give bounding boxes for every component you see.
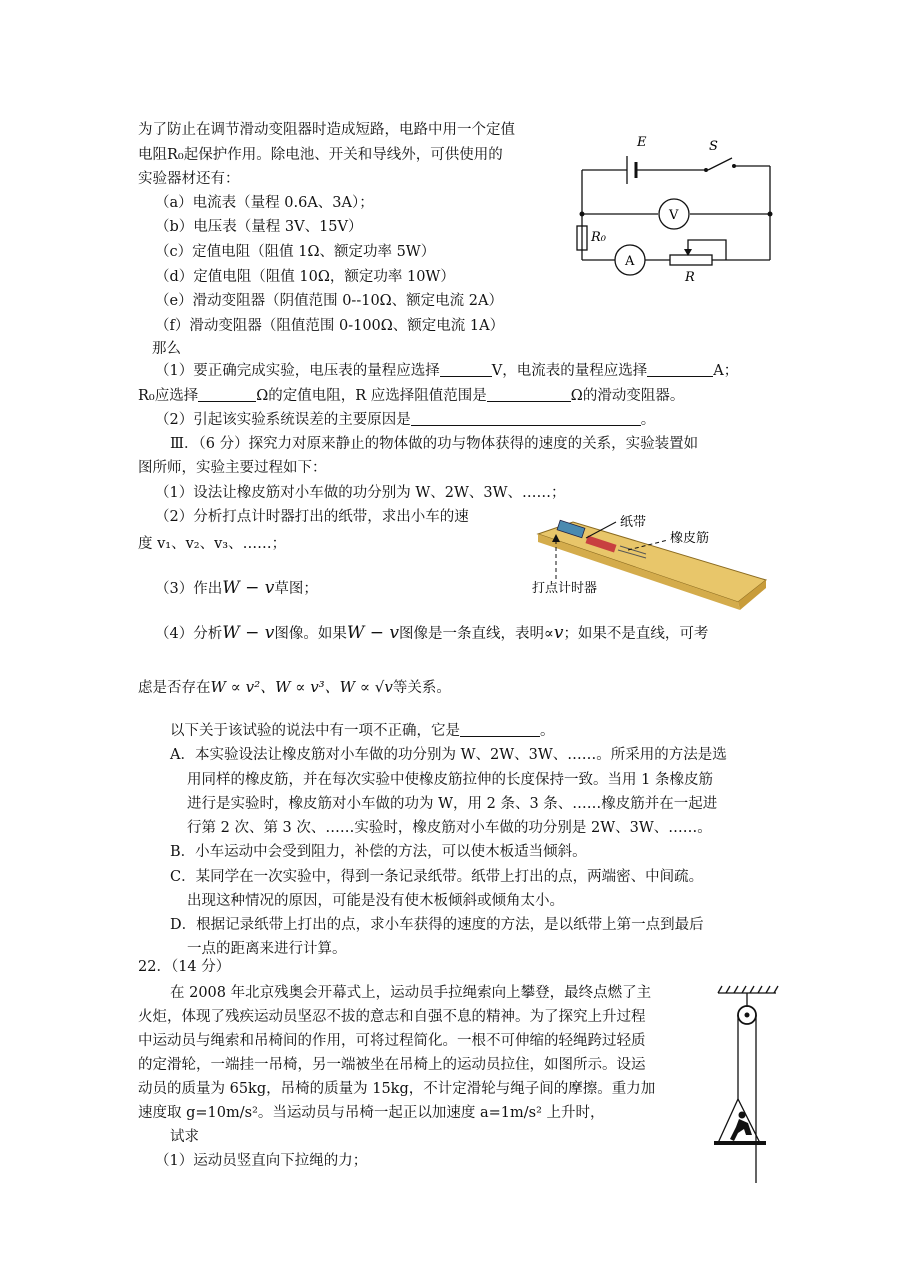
problem-number: 22．（14 分） — [138, 959, 231, 975]
sub-question-1: （1）运动员竖直向下拉绳的力； — [155, 1153, 368, 1169]
question-1-line-2 — [138, 386, 684, 406]
q2-text: 。 — [640, 412, 656, 428]
answer-blank-error-cause[interactable] — [411, 411, 641, 426]
step-3 — [155, 578, 318, 599]
formula-w-v: W − v — [222, 578, 275, 598]
question-prompt-text: 。 — [540, 723, 555, 739]
label-E: E — [637, 135, 647, 150]
formula-w-v: W − v — [346, 623, 400, 643]
option-e: （e）滑动变阻器（阴值范围 0--10Ω、额定电流 2A） — [155, 293, 503, 309]
q1-text: （1）要正确完成实验，电压表的量程应选择 — [155, 363, 440, 379]
choice-a-cont: 行第 2 次、第 3 次、……实验时，橡皮筋对小车做的功分别是 2W、3W、……。 — [187, 820, 712, 836]
intro-line: 为了防止在调节滑动变阻器时造成短路，电路中用一个定值 — [138, 122, 515, 138]
choice-a-cont: 进行是实验时，橡皮筋对小车做的功为 W，用 2 条、3 条、……橡皮筋并在一起进 — [187, 796, 718, 812]
q1-text: Ω的定值电阻，R 应选择阻值范围是 — [256, 388, 487, 404]
ammeter-label: A — [625, 254, 635, 269]
option-b: （b）电压表（量程 3V、15V） — [155, 219, 363, 235]
problem-text: 火炬，体现了残疾运动员坚忍不拔的意志和自强不息的精神。为了探究上升过程 — [138, 1009, 646, 1025]
answer-blank-r0[interactable] — [198, 387, 256, 402]
section3-heading: Ⅲ．（6 分）探究力对原来静止的物体做的功与物体获得的速度的关系，实验装置如 — [170, 436, 699, 452]
problem-text: 中运动员与绳索和吊椅间的作用，可将过程简化。一根不可伸缩的轻绳跨过轻质 — [138, 1033, 646, 1049]
q2-text: （2）引起该实验系统误差的主要原因是 — [155, 412, 411, 428]
option-a: （a）电流表（量程 0.6A、3A）； — [155, 195, 374, 211]
step-4 — [155, 623, 708, 644]
q1-text: R₀应选择 — [138, 388, 199, 404]
answer-blank-rheostat[interactable] — [487, 387, 571, 402]
label-R: R — [685, 270, 695, 285]
pulley-figure — [712, 983, 782, 1188]
q1-text: A； — [713, 363, 739, 379]
step-3-text: 草图； — [274, 581, 318, 597]
formula-relations: W ∝ v²、W ∝ v³、W ∝ √v — [210, 678, 393, 696]
question-prompt-text: 以下关于该试验的说法中有一项不正确，它是 — [170, 723, 460, 739]
label-rubber-band: 橡皮筋 — [670, 531, 710, 546]
option-f: （f）滑动变阻器（阻值范围 0-100Ω、额定电流 1A） — [155, 318, 505, 334]
apparatus-figure — [528, 510, 773, 610]
option-d: （d）定值电阻（阻值 10Ω，额定功率 10W） — [155, 269, 455, 285]
answer-blank-incorrect-choice[interactable] — [460, 722, 540, 737]
then-label: 那么 — [152, 341, 181, 357]
step-4-text: 图像是一条直线，表明∝ — [399, 626, 554, 642]
step-4-text: ；如果不是直线，可考 — [563, 626, 709, 642]
step-4-continued — [138, 677, 451, 698]
section3-heading: 图所师，实验主要过程如下： — [138, 460, 327, 476]
intro-line: 实验器材还有： — [138, 171, 240, 187]
answer-blank-current-range[interactable] — [647, 362, 713, 377]
step-4-text: （4）分析 — [155, 626, 223, 642]
choice-a-cont: 用同样的橡皮筋，并在每次实验中使橡皮筋拉伸的长度保持一致。当用 1 条橡皮筋 — [187, 772, 713, 788]
choice-c: C．某同学在一次实验中，得到一条记录纸带。纸带上打出的点，两端密、中间疏。 — [170, 869, 704, 885]
step-5-text: 等关系。 — [392, 680, 451, 696]
formula-v: v — [553, 623, 564, 643]
q1-text: Ω的滑动变阻器。 — [570, 388, 685, 404]
label-timer: 打点计时器 — [532, 581, 598, 596]
formula-w-v: W − v — [222, 623, 275, 643]
choice-c-cont: 出现这种情况的原因，可能是没有使木板倾斜或倾角太小。 — [187, 893, 564, 909]
problem-text: 的定滑轮，一端挂一吊椅，另一端被坐在吊椅上的运动员拉住，如图所示。设运 — [138, 1057, 646, 1073]
choice-d: D．根据记录纸带上打出的点，求小车获得的速度的方法，是以纸带上第一点到最后 — [170, 917, 704, 933]
question-2 — [155, 410, 655, 430]
question-1-line-1 — [155, 361, 738, 381]
problem-text: 在 2008 年北京残奥会开幕式上，运动员手拉绳索向上攀登，最终点燃了主 — [170, 985, 652, 1001]
label-tape: 纸带 — [620, 515, 647, 530]
label-R0: R₀ — [591, 230, 606, 245]
try-label: 试求 — [170, 1129, 199, 1145]
choice-a: A．本实验设法让橡皮筋对小车做的功分别为 W、2W、3W、……。所采用的方法是选 — [170, 747, 727, 763]
step-4-text: 图像。如果 — [274, 626, 347, 642]
choice-d-cont: 一点的距离来进行计算。 — [187, 941, 347, 957]
step-1: （1）设法让橡皮筋对小车做的功分别为 W、2W、3W、……； — [155, 485, 566, 501]
step-2: （2）分析打点计时器打出的纸带，求出小车的速 — [155, 509, 469, 525]
problem-text: 速度取 g=10m/s²。当运动员与吊椅一起正以加速度 a=1m/s² 上升时， — [138, 1105, 605, 1121]
choice-b: B．小车运动中会受到阻力，补偿的方法，可以使木板适当倾斜。 — [170, 844, 587, 860]
label-S: S — [709, 139, 718, 154]
question-prompt — [170, 721, 555, 741]
answer-blank-voltage-range[interactable] — [440, 362, 492, 377]
voltmeter-label: V — [669, 208, 679, 223]
intro-line: 电阻R₀起保护作用。除电池、开关和导线外，可供使用的 — [138, 147, 503, 163]
problem-text: 动员的质量为 65kg，吊椅的质量为 15kg，不计定滑轮与绳子间的摩擦。重力加 — [138, 1081, 656, 1097]
option-c: （c）定值电阻（阻值 1Ω、额定功率 5W） — [155, 244, 436, 260]
step-3-text: （3）作出 — [155, 581, 223, 597]
step-2-continued: 度 v₁、v₂、v₃、……； — [138, 536, 287, 552]
circuit-diagram — [570, 128, 780, 288]
step-5-text: 虑是否存在 — [138, 680, 211, 696]
q1-text: V，电流表的量程应选择 — [491, 363, 648, 379]
